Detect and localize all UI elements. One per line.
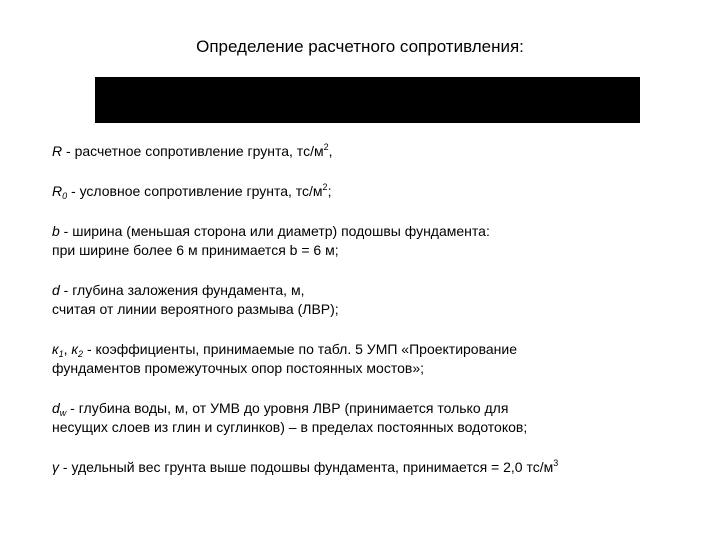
definition-b <box>52 222 712 260</box>
definition-k1-k2 <box>52 340 712 378</box>
subscript: 2 <box>78 349 84 359</box>
definition-text: - расчетное сопротивление грунта, тс/м <box>62 143 324 159</box>
symbol-dw: d <box>52 400 60 416</box>
definition-d <box>52 281 712 319</box>
definition-R <box>52 142 712 161</box>
page-title: Определение расчетного сопротивления: <box>196 37 524 56</box>
definition-text: - глубина воды, м, от УМВ до уровня ЛВР (принимается только для <box>66 400 509 416</box>
definition-text: - коэффициенты, принимаемые по табл. 5 УМП «Проектирование <box>83 341 518 357</box>
definition-gamma <box>52 458 712 477</box>
definition-text: - условное сопротивление грунта, тс/м <box>67 183 323 199</box>
formula-image <box>95 77 640 123</box>
definition-dw <box>52 399 712 437</box>
superscript: 3 <box>553 458 559 468</box>
symbol-b: b <box>52 223 60 239</box>
definition-tail: ; <box>327 183 332 199</box>
subscript: 0 <box>62 191 68 201</box>
symbol-gamma: γ <box>52 459 59 475</box>
definitions-list <box>52 142 712 498</box>
definition-text: - ширина (меньшая сторона или диаметр) подошвы фундамента: <box>59 223 490 239</box>
symbol-R: R <box>52 143 63 159</box>
definition-text-continued: несущих слоев из глин и суглинков) – в пределах постоянных водотоков; <box>52 419 528 435</box>
definition-text-continued: при ширине более 6 м принимается b = 6 м; <box>52 242 339 258</box>
definition-text-continued: считая от линии вероятного размыва (ЛВР); <box>52 301 339 317</box>
superscript: 2 <box>323 142 329 152</box>
symbol-k1: к <box>52 341 59 357</box>
subscript: 1 <box>58 349 64 359</box>
superscript: 2 <box>322 182 328 192</box>
symbol-R0: R <box>52 183 63 199</box>
symbol-k2: к <box>71 341 79 357</box>
subscript: w <box>59 408 67 418</box>
definition-text: - глубина заложения фундамента, м, <box>59 282 305 298</box>
definition-R0 <box>52 182 712 201</box>
definition-tail: , <box>328 143 333 159</box>
definition-text: - удельный вес грунта выше подошвы фундамента, принимается = 2,0 тс/м <box>59 459 554 475</box>
symbol-d: d <box>52 282 60 298</box>
definition-text-continued: фундаментов промежуточных опор постоянных мостов»; <box>52 360 424 376</box>
symbol-separator: , <box>63 341 72 357</box>
